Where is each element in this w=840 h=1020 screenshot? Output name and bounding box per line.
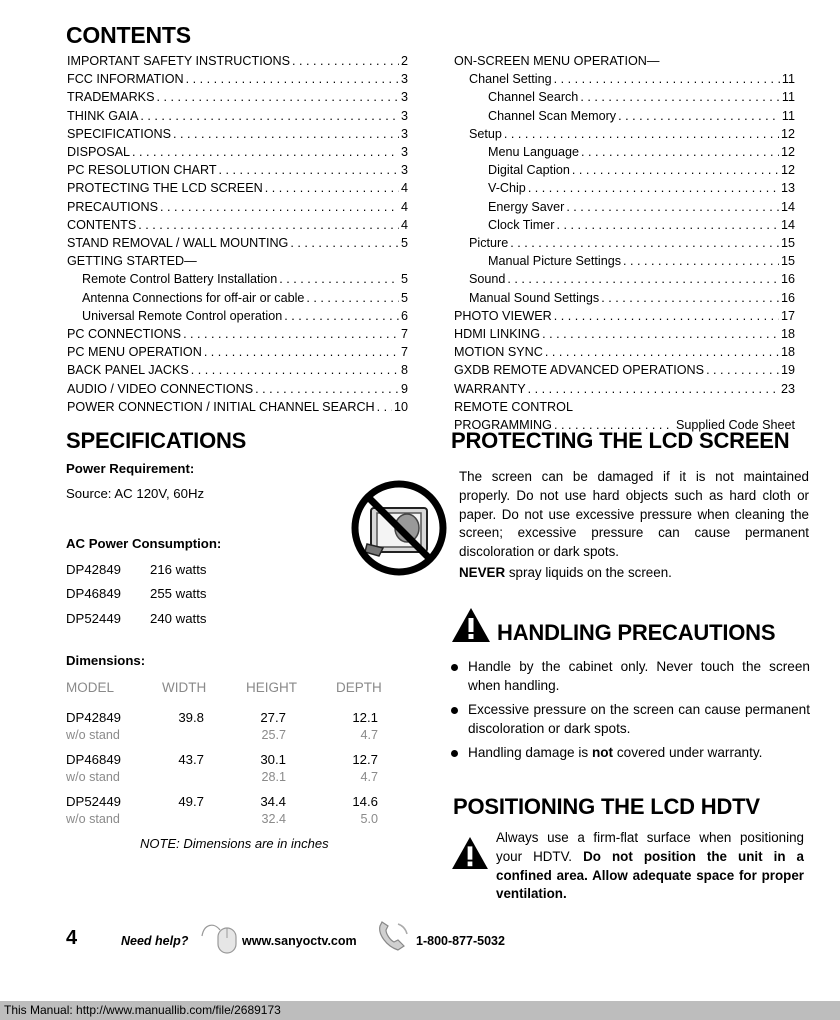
ac-value: 216 watts [150, 562, 207, 577]
dim-sub-depth: 4.7 [360, 770, 378, 784]
dim-height: 34.4 [260, 794, 286, 809]
toc-entry-page: 18 [780, 345, 795, 360]
dimensions-row [66, 752, 386, 770]
dim-sub-height: 32.4 [261, 812, 286, 826]
toc-entry[interactable] [67, 70, 408, 88]
toc-entry-label: CONTENTS [67, 217, 137, 232]
toc-entry[interactable] [454, 398, 795, 416]
positioning-bold: Do not position the unit in a confined area. Allow adequate space for proper ventilation. [496, 848, 805, 902]
toc-entry[interactable] [454, 343, 795, 361]
toc-left-column [67, 52, 408, 416]
dimensions-row [66, 710, 386, 728]
toc-leader-dots [290, 234, 399, 252]
ac-value: 255 watts [150, 586, 207, 601]
toc-leader-dots [292, 52, 399, 70]
dim-model: DP52449 [66, 794, 121, 809]
toc-entry-label: V-Chip [488, 181, 526, 196]
toc-entry-page: 4 [400, 217, 408, 232]
toc-entry-page: 5 [400, 272, 408, 287]
list-item: Excessive pressure on the screen can cause permanent discoloration or dark spots. [450, 701, 810, 738]
toc-entry-page: 11 [781, 108, 795, 123]
toc-entry[interactable] [454, 161, 795, 179]
ac-value: 240 watts [150, 611, 207, 626]
toc-entry-page: 3 [400, 163, 408, 178]
toc-entry-label: HDMI LINKING [454, 327, 541, 342]
toc-entry-page: 16 [780, 290, 795, 305]
specifications-title: SPECIFICATIONS [66, 428, 247, 453]
dim-depth: 12.1 [352, 710, 378, 725]
toc-leader-dots [556, 216, 779, 234]
toc-entry[interactable] [454, 289, 795, 307]
toc-entry-label: Remote Control Battery Installation [82, 272, 278, 287]
toc-entry-label: Manual Picture Settings [488, 254, 622, 269]
toc-entry[interactable] [67, 234, 408, 252]
toc-entry-label: Setup [469, 126, 502, 141]
toc-entry-page: 12 [780, 126, 795, 141]
dim-height: 30.1 [260, 752, 286, 767]
toc-entry[interactable] [67, 398, 408, 416]
toc-entry-page: 4 [400, 181, 408, 196]
toc-entry-page: 15 [780, 236, 795, 251]
toc-leader-dots [219, 161, 399, 179]
toc-entry-page: 7 [400, 345, 408, 360]
positioning-text: Always use a firm-flat surface when positioning your HDTV. [496, 830, 804, 864]
protecting-never [459, 564, 809, 583]
dim-model: DP46849 [66, 752, 121, 767]
header-width: WIDTH [162, 680, 207, 695]
toc-entry[interactable] [454, 179, 795, 197]
toc-entry[interactable] [67, 343, 408, 361]
power-source: Source: AC 120V, 60Hz [66, 486, 205, 501]
toc-entry[interactable] [67, 380, 408, 398]
dim-model: DP42849 [66, 710, 121, 725]
toc-entry[interactable] [67, 125, 408, 143]
protecting-body: The screen can be damaged if it is not maintained properly. Do not use hard objects such as hard cloth or paper. Do not use excessive pressure when cleaning the screen; excessive pressure can cause permanent discoloration or dark spots. [459, 469, 809, 560]
toc-leader-dots [265, 179, 399, 197]
toc-entry-page: 5 [400, 290, 408, 305]
dimensions-subrow [66, 728, 386, 752]
toc-entry-label: IMPORTANT SAFETY INSTRUCTIONS [67, 54, 290, 68]
toc-entry-label: POWER CONNECTION / INITIAL CHANNEL SEARCH [67, 399, 375, 414]
handling-list [450, 658, 810, 769]
toc-leader-dots [601, 289, 779, 307]
toc-leader-dots [580, 88, 780, 106]
need-help: Need help? [121, 934, 189, 948]
dim-width: 43.7 [178, 752, 204, 767]
dimensions-row [66, 794, 386, 812]
source-footer: This Manual: http://www.manuallib.com/file/2689173 [0, 1001, 840, 1020]
header-depth: DEPTH [336, 680, 382, 695]
ac-model: DP42849 [66, 562, 121, 577]
dim-depth: 12.7 [352, 752, 378, 767]
toc-entry[interactable] [454, 52, 795, 70]
toc-entry-page: 12 [780, 145, 795, 160]
toc-entry-page: 3 [400, 126, 408, 141]
header-height: HEIGHT [246, 680, 298, 695]
toc-entry[interactable] [454, 70, 795, 88]
dim-width: 39.8 [178, 710, 204, 725]
toc-leader-dots [160, 198, 399, 216]
dim-sub-height: 25.7 [261, 728, 286, 742]
toc-leader-dots [183, 325, 399, 343]
toc-entry-page: 3 [400, 90, 408, 105]
toc-entry-label: PC RESOLUTION CHART [67, 163, 217, 178]
toc-entry[interactable] [67, 198, 408, 216]
list-item [450, 744, 810, 763]
never-bold: NEVER [459, 565, 506, 580]
toc-entry-page: 8 [400, 363, 408, 378]
toc-leader-dots [554, 70, 780, 88]
phone-icon [376, 920, 412, 954]
dimensions-subrow [66, 770, 386, 794]
toc-leader-dots [173, 125, 399, 143]
toc-leader-dots [306, 289, 399, 307]
toc-leader-dots [618, 107, 780, 125]
toc-entry-page: 17 [780, 308, 795, 323]
toc-entry-label: THINK GAIA [67, 108, 139, 123]
toc-entry-page: 13 [780, 181, 795, 196]
note-text: : Dimensions are in inches [176, 836, 329, 851]
toc-entry[interactable] [454, 361, 795, 379]
toc-entry-label: PROTECTING THE LCD SCREEN [67, 181, 263, 196]
toc-entry-label: GXDB REMOTE ADVANCED OPERATIONS [454, 363, 705, 378]
toc-entry[interactable] [454, 270, 795, 288]
toc-entry-label: TRADEMARKS [67, 90, 155, 105]
phone-number: 1-800-877-5032 [416, 934, 505, 948]
ac-row [66, 562, 207, 577]
toc-entry-label: PC CONNECTIONS [67, 327, 182, 342]
dim-width: 49.7 [178, 794, 204, 809]
toc-entry-page: 15 [780, 254, 795, 269]
toc-leader-dots [504, 125, 779, 143]
toc-entry[interactable] [454, 325, 795, 343]
toc-leader-dots [566, 198, 779, 216]
protecting-title: PROTECTING THE LCD SCREEN [451, 428, 790, 453]
toc-entry[interactable] [67, 307, 408, 325]
warning-icon [451, 607, 491, 643]
toc-entry[interactable] [67, 252, 408, 270]
never-rest: spray liquids on the screen. [505, 565, 672, 580]
toc-leader-dots [140, 107, 399, 125]
toc-entry-page: 3 [400, 72, 408, 87]
page-number: 4 [66, 927, 78, 949]
toc-leader-dots [255, 380, 399, 398]
toc-entry-page: 14 [780, 199, 795, 214]
toc-entry-label: Menu Language [488, 145, 580, 160]
toc-entry[interactable] [67, 107, 408, 125]
toc-entry-page: 23 [780, 381, 795, 396]
dimensions-table [66, 680, 386, 836]
dim-sub-depth: 4.7 [360, 728, 378, 742]
note-label: NOTE [140, 836, 177, 851]
toc-entry[interactable] [454, 252, 795, 270]
dim-sub-label: w/o stand [66, 812, 120, 826]
positioning-title: POSITIONING THE LCD HDTV [453, 794, 760, 819]
dimensions-heading: Dimensions: [66, 653, 146, 668]
ac-model: DP52449 [66, 611, 121, 626]
dim-sub-label: w/o stand [66, 728, 120, 742]
toc-entry[interactable] [67, 361, 408, 379]
warning-icon [451, 836, 489, 870]
toc-entry-label: PHOTO VIEWER [454, 308, 552, 323]
toc-entry-page: 7 [400, 327, 408, 342]
toc-leader-dots [554, 307, 779, 325]
toc-entry[interactable] [454, 380, 795, 398]
toc-entry[interactable] [454, 234, 795, 252]
toc-leader-dots [191, 361, 399, 379]
bullet3-a: Handling damage is [468, 745, 592, 760]
toc-entry-page: Supplied Code Sheet [675, 418, 795, 433]
toc-leader-dots [545, 343, 779, 361]
toc-entry-page: 18 [780, 327, 795, 342]
toc-entry-label: PC MENU OPERATION [67, 345, 202, 360]
dimensions-header-row [66, 680, 386, 700]
toc-entry-label: Sound [469, 272, 506, 287]
toc-entry[interactable] [67, 325, 408, 343]
toc-entry-label: Antenna Connections for off-air or cable [82, 290, 305, 305]
positioning-body [496, 829, 804, 904]
dimensions-subrow [66, 812, 386, 836]
toc-leader-dots [204, 343, 399, 361]
toc-entry-page: 3 [400, 108, 408, 123]
toc-entry-label: PROGRAMMING [454, 418, 552, 433]
toc-entry-label: Channel Search [488, 90, 579, 105]
toc-entry[interactable] [67, 88, 408, 106]
toc-entry-page: 6 [400, 308, 408, 323]
toc-leader-dots [572, 161, 779, 179]
toc-entry-page: 4 [400, 199, 408, 214]
handling-title: HANDLING PRECAUTIONS [497, 620, 776, 645]
toc-entry-label: Clock Timer [488, 217, 555, 232]
website-link[interactable]: www.sanyoctv.com [242, 934, 357, 948]
toc-leader-dots [507, 270, 779, 288]
dim-height: 27.7 [260, 710, 286, 725]
toc-entry-label: STAND REMOVAL / WALL MOUNTING [67, 236, 289, 251]
toc-entry-page: 3 [400, 145, 408, 160]
ac-heading: AC Power Consumption: [66, 536, 222, 551]
no-cleaning-icon [349, 478, 449, 578]
toc-leader-dots [377, 398, 392, 416]
toc-entry-label: Picture [469, 236, 509, 251]
toc-leader-dots [581, 143, 779, 161]
toc-entry[interactable] [67, 270, 408, 288]
toc-entry-page: 9 [400, 381, 408, 396]
toc-entry[interactable] [454, 216, 795, 234]
toc-entry-label: DISPOSAL [67, 145, 130, 160]
toc-entry-label: Universal Remote Control operation [82, 308, 283, 323]
toc-leader-dots [132, 143, 399, 161]
header-model: MODEL [66, 680, 115, 695]
dim-sub-depth: 5.0 [360, 812, 378, 826]
toc-entry-label: REMOTE CONTROL [454, 399, 573, 414]
toc-entry-label: Energy Saver [488, 199, 565, 214]
toc-entry[interactable] [454, 307, 795, 325]
ac-model: DP46849 [66, 586, 121, 601]
toc-leader-dots [284, 307, 399, 325]
toc-entry-label: WARRANTY [454, 381, 526, 396]
dim-sub-label: w/o stand [66, 770, 120, 784]
bullet3-b: covered under warranty. [613, 745, 763, 760]
toc-entry-label: BACK PANEL JACKS [67, 363, 189, 378]
toc-leader-dots [623, 252, 779, 270]
toc-leader-dots [138, 216, 399, 234]
dim-sub-height: 28.1 [261, 770, 286, 784]
ac-row [66, 611, 207, 626]
toc-entry-label: Chanel Setting [469, 72, 552, 87]
bullet3-bold: not [591, 745, 614, 760]
toc-entry[interactable] [454, 107, 795, 125]
toc-entry[interactable] [454, 88, 795, 106]
toc-leader-dots [542, 325, 779, 343]
toc-entry[interactable] [67, 52, 408, 70]
toc-entry-label: Digital Caption [488, 163, 570, 178]
toc-entry[interactable] [67, 289, 408, 307]
toc-entry-page: 2 [400, 54, 408, 68]
ac-row [66, 586, 207, 601]
toc-leader-dots [279, 270, 399, 288]
toc-leader-dots [706, 361, 779, 379]
toc-entry[interactable] [454, 198, 795, 216]
toc-entry-page: 12 [780, 163, 795, 178]
toc-entry[interactable] [454, 143, 795, 161]
power-heading: Power Requirement: [66, 461, 195, 476]
toc-right-column [454, 52, 795, 434]
toc-entry-label: MOTION SYNC [454, 345, 543, 360]
toc-entry-label: Channel Scan Memory [488, 108, 617, 123]
toc-entry-label: FCC INFORMATION [67, 72, 184, 87]
toc-entry[interactable] [67, 179, 408, 197]
toc-leader-dots [510, 234, 779, 252]
toc-entry-label: Manual Sound Settings [469, 290, 600, 305]
contents-title: CONTENTS [66, 22, 191, 48]
toc-entry-page: 19 [780, 363, 795, 378]
toc-entry-page: 10 [393, 399, 408, 414]
toc-entry-label: AUDIO / VIDEO CONNECTIONS [67, 381, 254, 396]
toc-entry-label: ON-SCREEN MENU OPERATION— [454, 54, 660, 68]
toc-entry-page: 11 [781, 90, 795, 105]
toc-entry[interactable] [67, 143, 408, 161]
dimensions-note [140, 836, 329, 851]
toc-entry-label: PRECAUTIONS [67, 199, 158, 214]
toc-entry-label: GETTING STARTED— [67, 254, 197, 269]
toc-entry-page: 11 [781, 72, 795, 87]
toc-leader-dots [156, 88, 399, 106]
toc-entry[interactable] [454, 125, 795, 143]
toc-entry-page: 14 [780, 217, 795, 232]
list-item: Handle by the cabinet only. Never touch the screen when handling. [450, 658, 810, 695]
toc-entry-page: 5 [400, 236, 408, 251]
toc-entry-page: 16 [780, 272, 795, 287]
toc-entry-label: SPECIFICATIONS [67, 126, 172, 141]
toc-entry[interactable] [67, 161, 408, 179]
mouse-icon [198, 918, 238, 954]
toc-leader-dots [186, 70, 399, 88]
toc-leader-dots [528, 179, 779, 197]
toc-entry[interactable] [67, 216, 408, 234]
toc-leader-dots [528, 380, 779, 398]
dim-depth: 14.6 [352, 794, 378, 809]
